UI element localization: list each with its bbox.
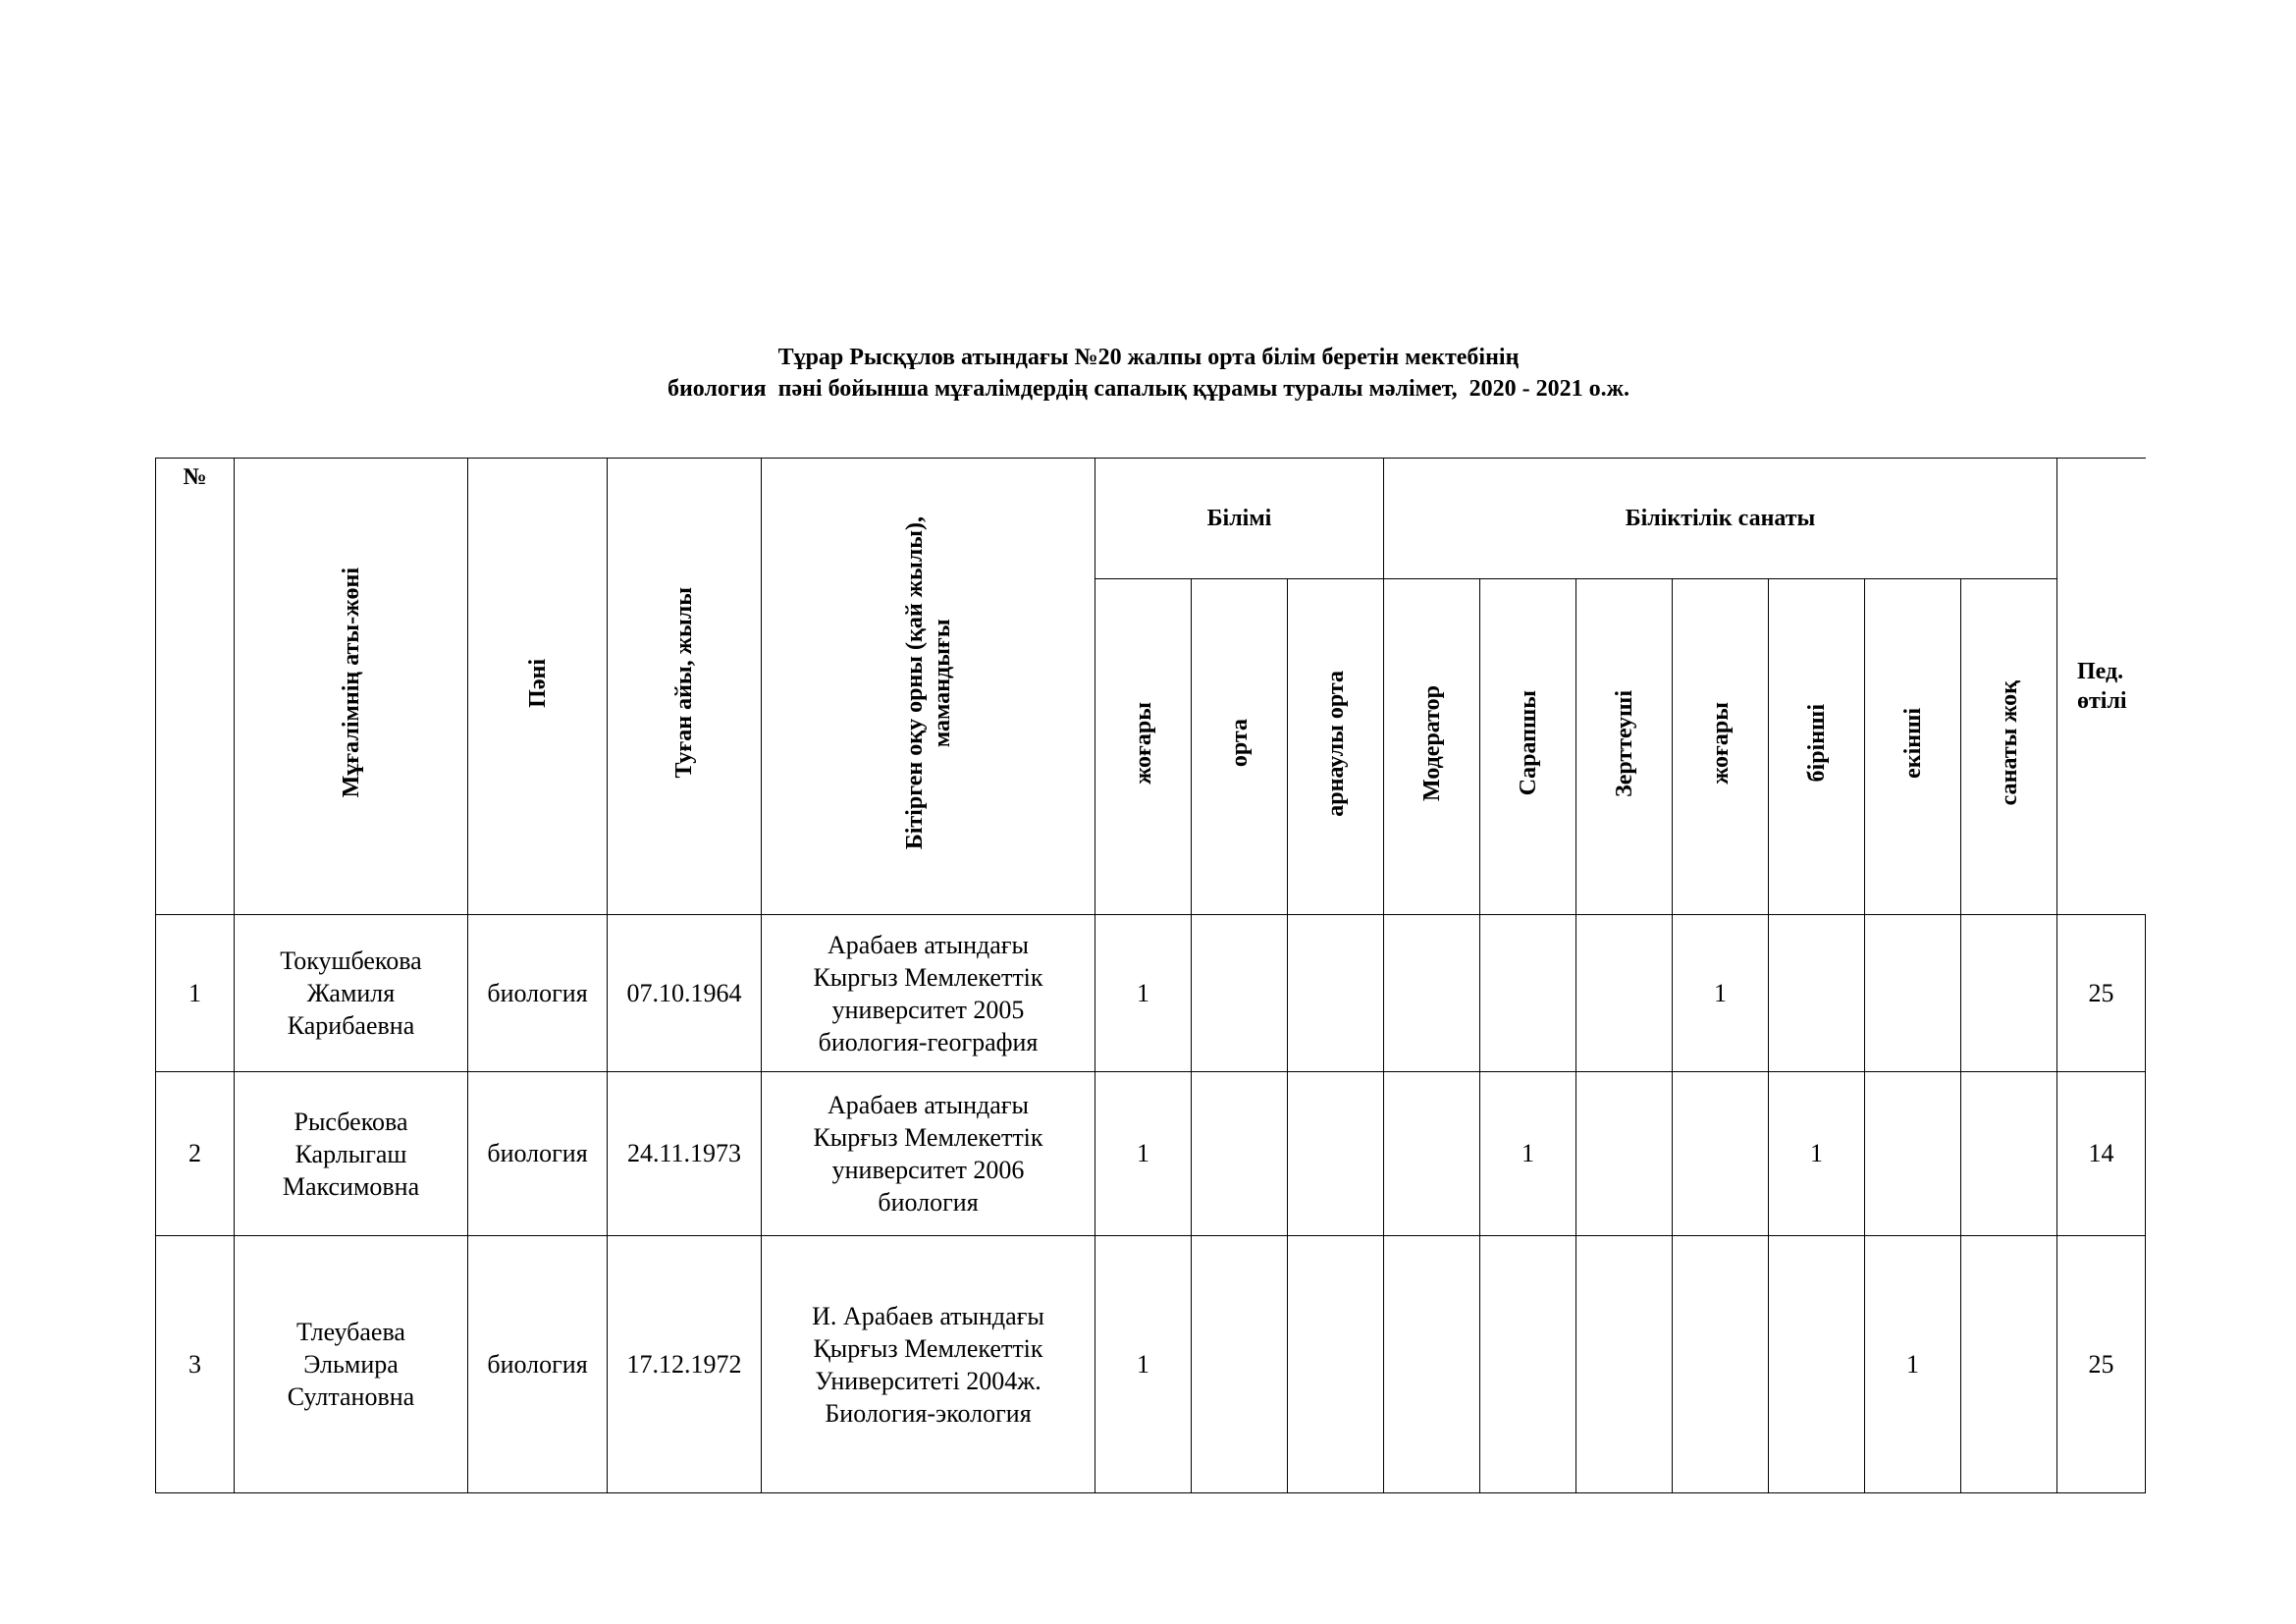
page-title	[157, 342, 2140, 405]
header-education-secondary	[1192, 579, 1288, 915]
teachers-table	[155, 458, 2146, 1493]
header-category-first-label: бірінші	[1803, 704, 1830, 783]
education-place: Арабаев атындағы Кырғыз Мемлекеттік университет 2006 биология	[762, 1072, 1095, 1236]
category-second: 1	[1865, 1236, 1961, 1493]
education-secondary	[1192, 1072, 1288, 1236]
header-category-expert	[1480, 579, 1576, 915]
education-higher: 1	[1095, 1236, 1192, 1493]
header-education-secondary-label: орта	[1226, 719, 1253, 768]
row-number: 1	[156, 915, 235, 1072]
header-teacher-name	[235, 459, 468, 915]
category-none	[1961, 915, 2057, 1072]
table-row	[156, 1236, 2146, 1493]
teacher-name: Рысбекова Карлыгаш Максимовна	[235, 1072, 468, 1236]
header-category-researcher	[1576, 579, 1673, 915]
teacher-name: Токушбекова Жамиля Карибаевна	[235, 915, 468, 1072]
category-moderator	[1384, 1236, 1480, 1493]
header-education-special-label: арнаулы орта	[1322, 670, 1349, 817]
header-birth-date-label: Туған айы, жылы	[671, 587, 697, 779]
title-line-1: Тұрар Рысқұлов атындағы №20 жалпы орта білім беретін мектебінің	[777, 345, 1520, 370]
header-category-highest-label: жоғары	[1707, 702, 1734, 785]
header-category-expert-label: Сарапшы	[1515, 690, 1541, 796]
category-moderator	[1384, 1072, 1480, 1236]
education-place: Арабаев атындағы Кыргыз Мемлекеттік университет 2005 биология-география	[762, 915, 1095, 1072]
education-higher: 1	[1095, 1072, 1192, 1236]
birth-date: 07.10.1964	[608, 915, 762, 1072]
category-none	[1961, 1072, 2057, 1236]
header-subject-label: Пәні	[524, 658, 551, 708]
table-row	[156, 1072, 2146, 1236]
birth-date: 17.12.1972	[608, 1236, 762, 1493]
header-education-special	[1288, 579, 1384, 915]
education-higher: 1	[1095, 915, 1192, 1072]
subject: биология	[468, 1072, 608, 1236]
category-none	[1961, 1236, 2057, 1493]
category-first: 1	[1769, 1072, 1865, 1236]
header-education-higher-label: жоғары	[1130, 702, 1156, 785]
header-category-second	[1865, 579, 1961, 915]
header-category-first	[1769, 579, 1865, 915]
header-row-1	[156, 459, 2146, 579]
header-category-researcher-label: Зерттеуші	[1611, 689, 1637, 797]
header-category-none-label: санаты жоқ	[1996, 680, 2022, 806]
header-education-group: Білімі	[1095, 459, 1384, 579]
subject: биология	[468, 1236, 608, 1493]
header-education-higher	[1095, 579, 1192, 915]
category-highest	[1673, 1072, 1769, 1236]
header-category-group: Біліктілік санаты	[1384, 459, 2057, 579]
education-special	[1288, 1236, 1384, 1493]
category-researcher	[1576, 915, 1673, 1072]
experience: 25	[2057, 915, 2146, 1072]
row-number: 3	[156, 1236, 235, 1493]
header-experience	[2057, 459, 2146, 915]
category-expert: 1	[1480, 1072, 1576, 1236]
education-secondary	[1192, 915, 1288, 1072]
subject: биология	[468, 915, 608, 1072]
category-expert	[1480, 1236, 1576, 1493]
experience: 25	[2057, 1236, 2146, 1493]
header-teacher-name-label: Мұғалімнің аты-жөні	[338, 568, 364, 798]
category-second	[1865, 1072, 1961, 1236]
header-category-moderator	[1384, 579, 1480, 915]
category-first	[1769, 915, 1865, 1072]
category-researcher	[1576, 1072, 1673, 1236]
category-second	[1865, 915, 1961, 1072]
education-special	[1288, 915, 1384, 1072]
category-first	[1769, 1236, 1865, 1493]
header-category-highest	[1673, 579, 1769, 915]
header-birth-date	[608, 459, 762, 915]
experience: 14	[2057, 1072, 2146, 1236]
header-education-place	[762, 459, 1095, 915]
header-experience-label: Пед. өтілі	[2077, 659, 2127, 714]
category-highest	[1673, 1236, 1769, 1493]
table-row	[156, 915, 2146, 1072]
category-expert	[1480, 915, 1576, 1072]
category-researcher	[1576, 1236, 1673, 1493]
teacher-name: Тлеубаева Эльмира Султановна	[235, 1236, 468, 1493]
category-highest: 1	[1673, 915, 1769, 1072]
header-category-moderator-label: Модератор	[1418, 685, 1445, 801]
education-place: И. Арабаев атындағы Қырғыз Мемлекеттік Университеті 2004ж. Биология-экология	[762, 1236, 1095, 1493]
category-moderator	[1384, 915, 1480, 1072]
header-subject	[468, 459, 608, 915]
education-secondary	[1192, 1236, 1288, 1493]
header-category-none	[1961, 579, 2057, 915]
birth-date: 24.11.1973	[608, 1072, 762, 1236]
header-number: №	[156, 459, 235, 915]
row-number: 2	[156, 1072, 235, 1236]
title-line-2: биология пәні бойынша мұғалімдердің сапалық құрамы туралы мәлімет, 2020 - 2021 о.ж.	[667, 376, 1630, 402]
education-special	[1288, 1072, 1384, 1236]
header-category-second-label: екінші	[1899, 708, 1926, 779]
header-education-place-label: Бітірген оқу орны (қай жылы), мамандығы	[901, 515, 955, 850]
